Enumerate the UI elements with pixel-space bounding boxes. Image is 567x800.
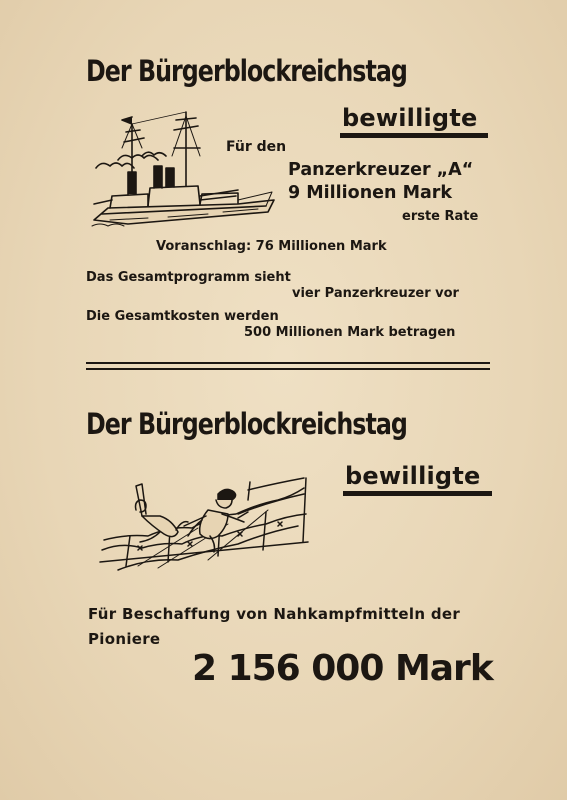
- program-line-1: Das Gesamtprogramm sieht: [86, 270, 291, 285]
- cruiser-name: Panzerkreuzer „A“: [288, 160, 474, 180]
- approved-label-2: bewilligte: [345, 462, 481, 490]
- battleship-illustration: [88, 108, 278, 233]
- pioneers-illustration: [98, 470, 313, 580]
- headline-1: Der Bürgerblockreichstag: [86, 54, 407, 88]
- purpose-line-1: Für Beschaffung von Nahkampfmitteln der: [88, 605, 461, 623]
- program-line-2: vier Panzerkreuzer vor: [292, 286, 459, 301]
- separator-top-rule: [86, 362, 490, 364]
- estimate-text: Voranschlag: 76 Millionen Mark: [156, 239, 387, 254]
- cruiser-amount: 9 Millionen Mark: [288, 183, 453, 203]
- headline-2: Der Bürgerblockreichstag: [86, 407, 407, 441]
- approved-underline-2: [343, 491, 492, 496]
- cost-line-2: 500 Millionen Mark betragen: [244, 325, 456, 340]
- for-the-text: Für den: [226, 139, 287, 155]
- total-amount: 2 156 000 Mark: [192, 648, 493, 689]
- cost-line-1: Die Gesamtkosten werden: [86, 309, 279, 324]
- approved-underline-1: [340, 133, 488, 138]
- approved-label-1: bewilligte: [342, 104, 478, 132]
- purpose-line-2: Pioniere: [88, 630, 161, 648]
- installment-text: erste Rate: [402, 209, 479, 224]
- separator-bottom-rule: [86, 368, 490, 370]
